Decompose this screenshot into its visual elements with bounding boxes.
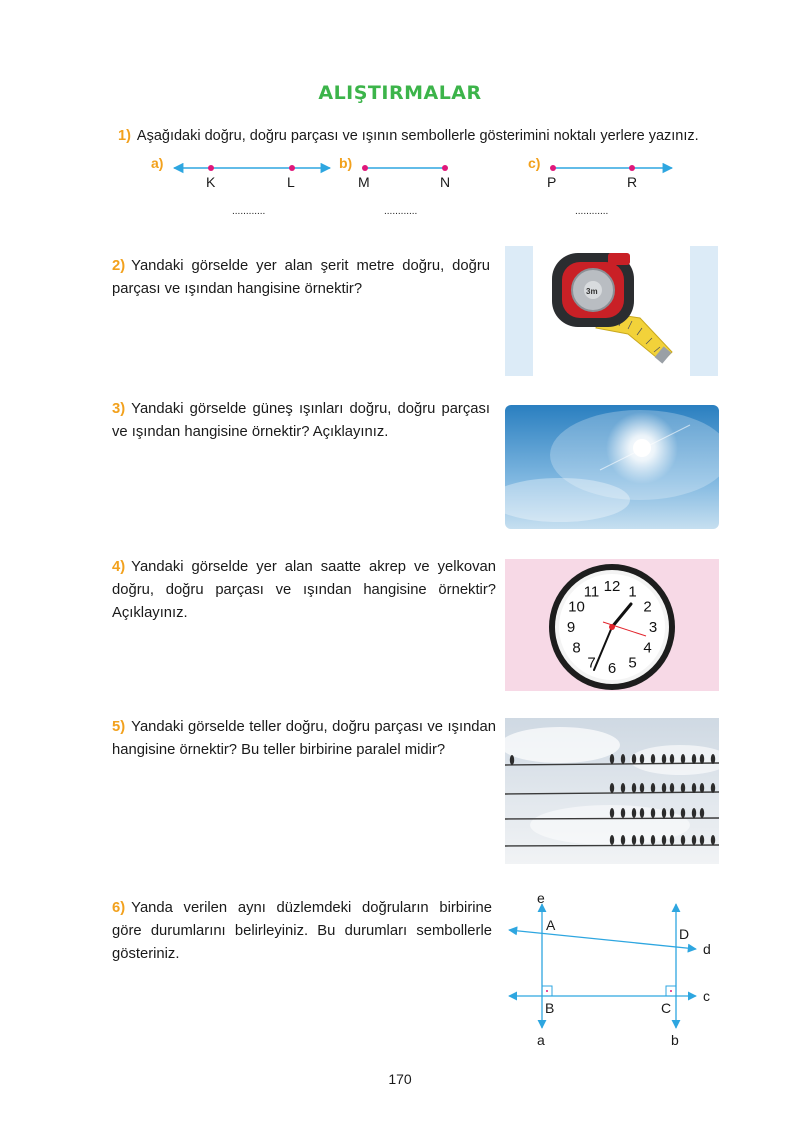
- clock-number: 7: [587, 654, 596, 672]
- label-D: D: [679, 926, 690, 942]
- bird: [711, 835, 715, 845]
- question-number: 3): [112, 401, 126, 417]
- question-text: Yandaki görselde teller doğru, doğru parçası ve ışından hangisine örnektir? Bu teller birbirine paralel midir?: [112, 719, 496, 758]
- bird: [711, 783, 715, 793]
- label-A: A: [546, 917, 556, 933]
- bird: [621, 835, 625, 845]
- bird: [670, 754, 674, 764]
- clock-number: 2: [643, 598, 652, 616]
- bird: [632, 808, 636, 818]
- page-title: ALIŞTIRMALAR: [318, 82, 482, 104]
- point-k: [208, 165, 214, 171]
- bird: [651, 835, 655, 845]
- question-number: 2): [112, 258, 126, 274]
- clock-number: 4: [643, 639, 652, 657]
- question-3: [112, 398, 490, 444]
- label-b: b: [671, 1032, 679, 1048]
- page-number: 170: [388, 1071, 412, 1087]
- bird: [621, 808, 625, 818]
- point-label-n: N: [440, 174, 451, 190]
- point-label-m: M: [358, 174, 370, 190]
- part-label: a): [151, 155, 164, 171]
- label-B: B: [545, 1000, 555, 1016]
- q1-figure-c: [528, 155, 672, 217]
- clock-number: 12: [603, 578, 621, 595]
- q1-figure-a: [151, 155, 330, 217]
- wire: [505, 818, 719, 819]
- bird: [651, 808, 655, 818]
- bird: [621, 754, 625, 764]
- bird: [711, 754, 715, 764]
- bird: [670, 783, 674, 793]
- question-number: 4): [112, 559, 126, 575]
- point-label-l: L: [287, 174, 295, 190]
- bird: [670, 835, 674, 845]
- bird: [640, 808, 644, 818]
- point-p: [550, 165, 556, 171]
- part-label: c): [528, 155, 541, 171]
- q1-figure-b: [339, 155, 450, 217]
- bird: [632, 754, 636, 764]
- clock-number: 11: [583, 583, 600, 601]
- point-label-k: K: [206, 174, 216, 190]
- answer-blank: ............: [384, 206, 418, 217]
- bird: [640, 754, 644, 764]
- bird: [640, 835, 644, 845]
- bird: [610, 808, 614, 818]
- tape-label: 3m: [586, 287, 598, 296]
- bird: [662, 835, 666, 845]
- answer-blank: ............: [575, 206, 609, 217]
- label-C: C: [661, 1000, 672, 1016]
- bird: [692, 835, 696, 845]
- clock-number: 6: [607, 660, 617, 677]
- line-d: [509, 930, 696, 949]
- label-d: d: [703, 941, 711, 957]
- bird: [662, 783, 666, 793]
- bird: [621, 783, 625, 793]
- bird: [632, 835, 636, 845]
- clock-number: 9: [566, 619, 576, 636]
- sun-rays-image: [490, 405, 730, 529]
- bird: [681, 783, 685, 793]
- clock-number: 5: [628, 654, 637, 672]
- part-label: b): [339, 155, 353, 171]
- clock-image: [505, 559, 719, 691]
- bird: [681, 808, 685, 818]
- label-c: c: [703, 988, 710, 1004]
- label-e: e: [537, 890, 545, 906]
- label-a: a: [537, 1032, 545, 1048]
- bird: [670, 808, 674, 818]
- bird: [692, 808, 696, 818]
- bird: [651, 754, 655, 764]
- bird: [632, 783, 636, 793]
- question-text: Yandaki görselde yer alan şerit metre doğru, doğru parçası ve ışından hangisine örnektir?: [112, 258, 490, 297]
- bird: [681, 835, 685, 845]
- clock-number: 1: [628, 583, 637, 601]
- wires-image: [500, 718, 730, 864]
- clock-number: 8: [572, 639, 581, 657]
- question-text: Yanda verilen aynı düzlemdeki doğruların birbirine göre durumlarını belirleyiniz. Bu durumları sembollerle gösteriniz.: [112, 900, 492, 962]
- clock-number: 3: [648, 619, 658, 636]
- point-label-p: P: [547, 174, 557, 190]
- bird: [610, 835, 614, 845]
- question-number: 1): [118, 128, 131, 144]
- bird: [640, 783, 644, 793]
- bird: [610, 783, 614, 793]
- point-n: [442, 165, 448, 171]
- bird: [700, 808, 704, 818]
- clock-number: 10: [568, 598, 585, 616]
- question-6: [112, 897, 492, 966]
- bird: [700, 835, 704, 845]
- bird: [662, 808, 666, 818]
- bird: [610, 754, 614, 764]
- question-2: [112, 255, 490, 301]
- answer-blank: ............: [232, 206, 266, 217]
- bird: [662, 754, 666, 764]
- bird: [510, 755, 514, 765]
- question-5: [112, 716, 496, 762]
- point-r: [629, 165, 635, 171]
- question-text: Aşağıdaki doğru, doğru parçası ve ışının sembollerle gösterimini noktalı yerlere yazınız.: [136, 128, 699, 144]
- question-4: [112, 556, 496, 625]
- wire: [505, 845, 719, 846]
- bird: [692, 754, 696, 764]
- bird: [692, 783, 696, 793]
- point-label-r: R: [627, 174, 638, 190]
- tape-measure-image: [505, 246, 718, 376]
- bird: [700, 754, 704, 764]
- question-text: Yandaki görselde yer alan saatte akrep ve yelkovan doğru, doğru parçası ve ışından hangisine örnektir? Açıklayınız.: [112, 559, 496, 621]
- bird: [681, 754, 685, 764]
- question-text: Yandaki görselde güneş ışınları doğru, doğru parçası ve ışından hangisine örnektir? Açıklayınız.: [112, 401, 490, 440]
- bird: [651, 783, 655, 793]
- point-m: [362, 165, 368, 171]
- point-l: [289, 165, 295, 171]
- question-number: 5): [112, 719, 126, 735]
- question-number: 6): [112, 900, 126, 916]
- bird: [700, 783, 704, 793]
